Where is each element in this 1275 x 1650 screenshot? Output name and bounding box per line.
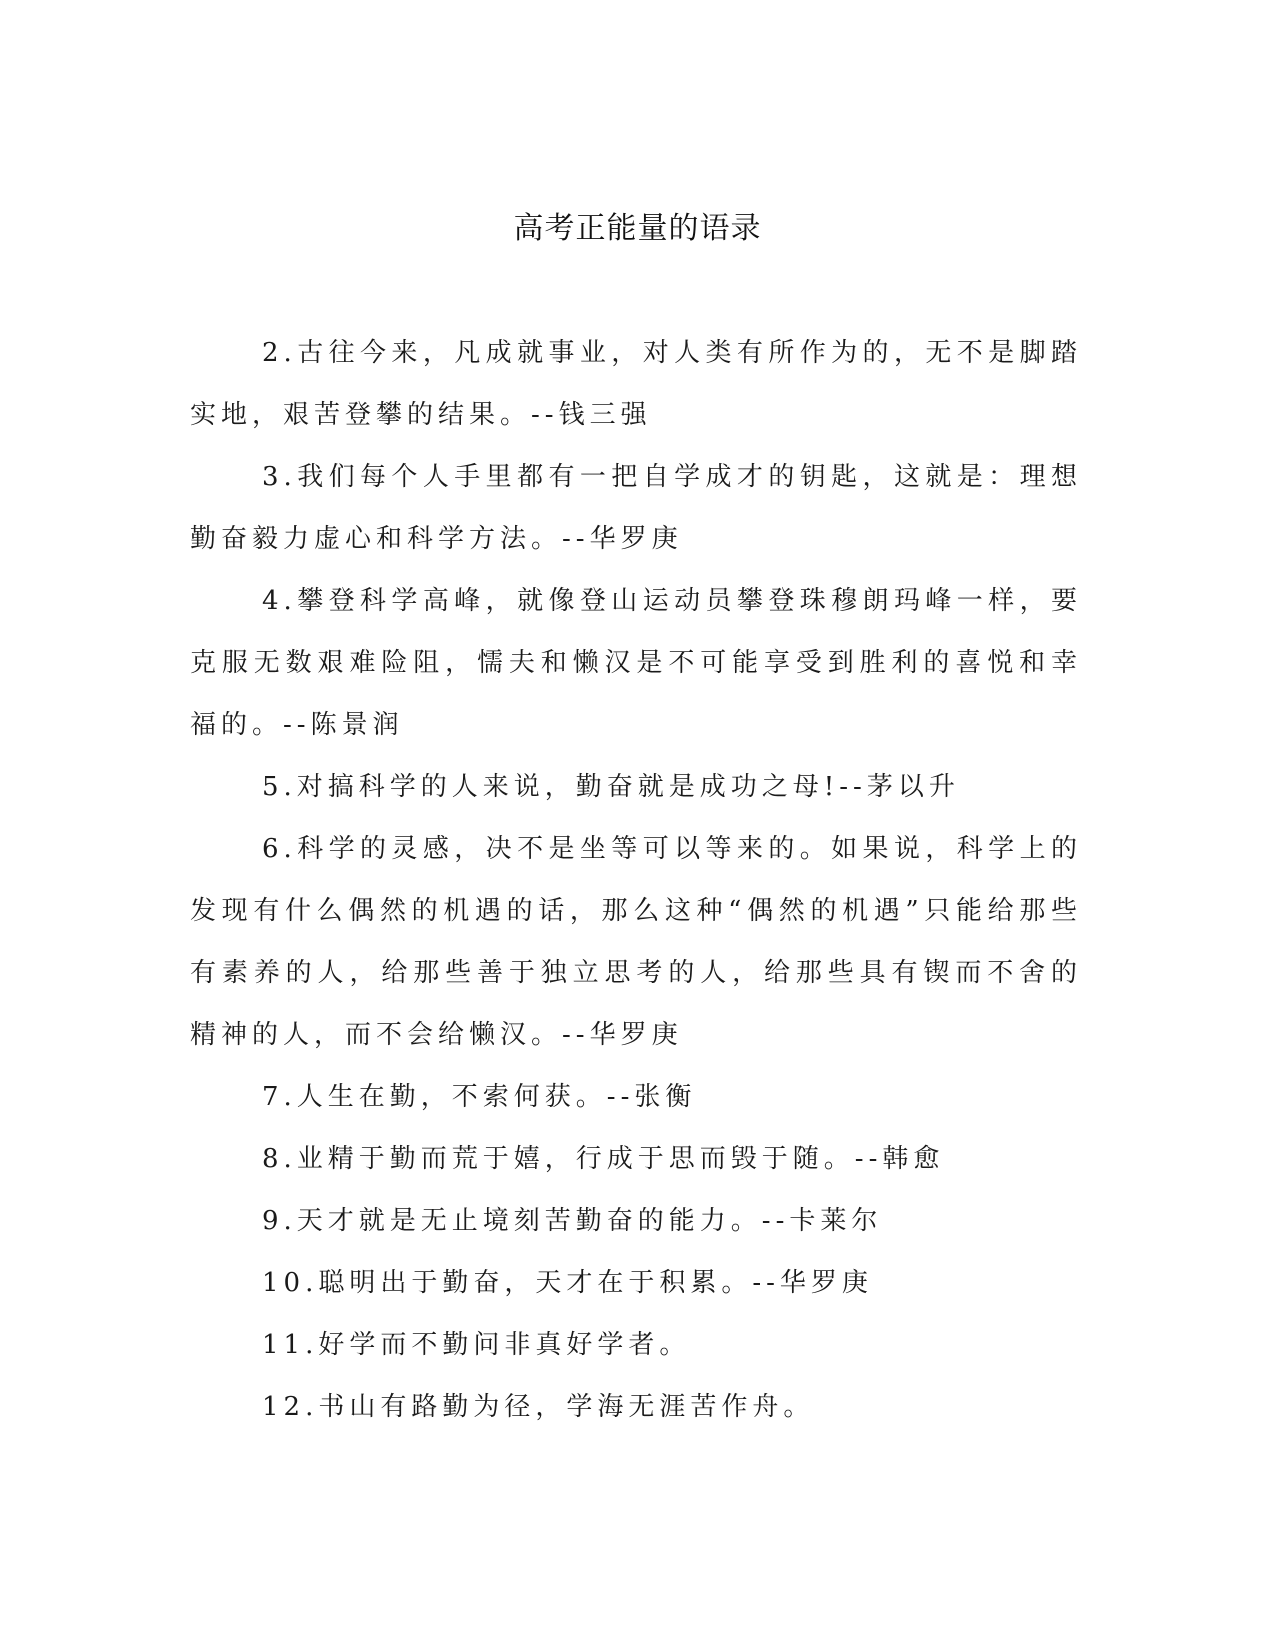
quote-paragraph: 7.人生在勤，不索何获。--张衡 <box>262 1082 697 1112</box>
quote-paragraph: 2.古往今来，凡成就事业，对人类有所作为的，无不是脚踏实地，艰苦登攀的结果。--钱三强 <box>190 338 1082 430</box>
quote-paragraph: 8.业精于勤而荒于嬉，行成于思而毁于随。--韩愈 <box>262 1144 945 1174</box>
quote-paragraph: 12.书山有路勤为径，学海无涯苦作舟。 <box>262 1392 815 1422</box>
document-body <box>190 322 1082 1438</box>
quote-paragraph: 10.聪明出于勤奋，天才在于积累。--华罗庚 <box>262 1268 873 1298</box>
quote-paragraph: 3.我们每个人手里都有一把自学成才的钥匙，这就是：理想勤奋毅力虚心和科学方法。--华罗庚 <box>190 462 1082 554</box>
quote-paragraph: 11.好学而不勤问非真好学者。 <box>262 1330 691 1360</box>
document-title: 高考正能量的语录 <box>513 211 762 246</box>
quote-paragraph: 4.攀登科学高峰，就像登山运动员攀登珠穆朗玛峰一样，要克服无数艰难险阻，懦夫和懒汉是不可能享受到胜利的喜悦和幸福的。--陈景润 <box>190 586 1082 740</box>
quote-paragraph: 6.科学的灵感，决不是坐等可以等来的。如果说，科学上的发现有什么偶然的机遇的话，那么这种“偶然的机遇”只能给那些有素养的人，给那些善于独立思考的人，给那些具有锲而不舍的精神的人，而不会给懒汉。--华罗庚 <box>190 834 1082 1050</box>
quote-paragraph: 9.天才就是无止境刻苦勤奋的能力。--卡莱尔 <box>262 1206 883 1236</box>
quote-paragraph: 5.对搞科学的人来说，勤奋就是成功之母!--茅以升 <box>262 772 960 802</box>
